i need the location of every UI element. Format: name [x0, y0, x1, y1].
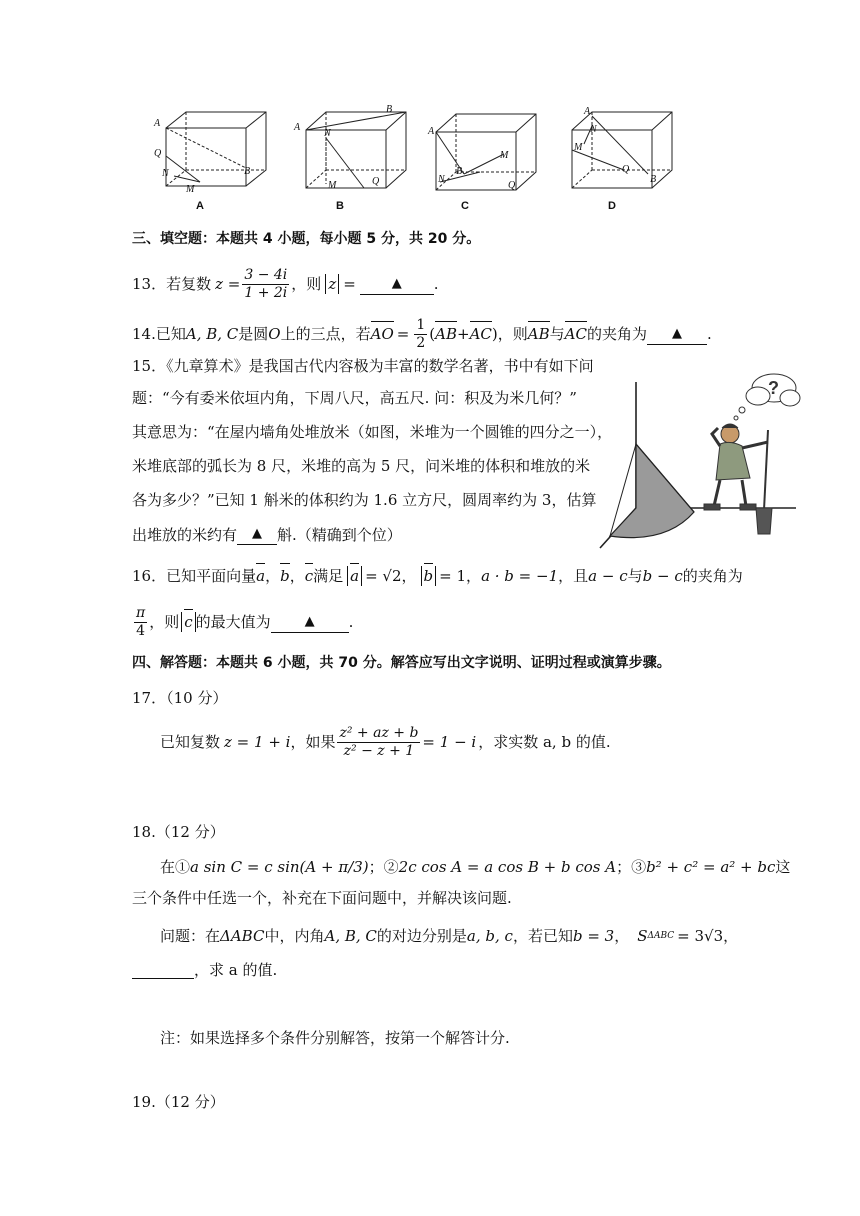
answer-blank-15: ▲	[237, 524, 277, 545]
question-16-line2: $\frac{\pi}{4}$ ，则 c 的最大值为 ▲ .	[136, 604, 354, 639]
cube-figure-c	[436, 114, 536, 190]
question-16-line1: 16． 已知平面向量 a ， b ， c 满足 a = √2 ， b = 1 ， a · b = −1 ，且 a − c 与 b − c 的夹角为	[132, 567, 743, 585]
farmer-figure-icon	[704, 424, 772, 534]
question-18-line1: 在① a sin C = c sin(A + π/3) ；② 2c cos A = a cos B + b cos A ；③ b² + c² = a² + bc 这	[160, 858, 791, 876]
question-18-label: 18.（12 分）	[132, 823, 225, 841]
cube-figure-b	[306, 112, 406, 188]
fig-label-c: C	[461, 200, 469, 212]
question-17-body: 已知复数 z = 1 + i ，如果 $\frac{\text{z² + az + b}}{\text{z² − z + 1}}$ = 1 − i ，求实数 a, b 的值.	[160, 724, 611, 759]
svg-text:?: ?	[768, 378, 779, 398]
question-13: 13． 若复数 z = $\frac{3 - 4i}{1 + 2i}$ ，则 z = ▲ .	[132, 266, 439, 301]
question-18-line2: 三个条件中任选一个，补充在下面问题中，并解决该问题.	[132, 889, 512, 907]
cube-figure-a	[166, 112, 266, 186]
question-18-note: 注：如果选择多个条件分别解答，按第一个解答计分.	[160, 1029, 510, 1047]
fig-label-a: A	[196, 200, 204, 212]
fig-label-d: D	[608, 200, 616, 212]
question-17-label: 17．（10 分）	[132, 689, 228, 707]
question-18-line4: ，求 a 的值.	[132, 960, 277, 980]
question-18-line3: 问题：在 ΔABC 中，内角 A, B, C 的对边分别是 a, b, c ，若已知 b = 3 ， S ΔABC = 3√3 ，	[160, 927, 739, 945]
section3-heading: 三、填空题：本题共 4 小题，每小题 5 分，共 20 分。	[132, 231, 481, 247]
question-19-label: 19.（12 分）	[132, 1093, 225, 1111]
answer-blank-16: ▲	[271, 612, 349, 633]
fig-label-b: B	[336, 200, 344, 212]
cube-figures	[140, 104, 680, 214]
rice-pile-illustration	[596, 368, 802, 552]
answer-blank-14: ▲	[647, 324, 707, 345]
answer-blank-13: ▲	[360, 274, 434, 295]
question-14: 14. 已知 A, B, C 是圆 O 上的三点，若 AO = $\frac{1}{2}$ ( AB + AC ) ，则 AB 与 AC 的夹角为 ▲ .	[132, 316, 712, 351]
condition-blank-18	[132, 962, 194, 979]
thought-cloud-icon	[734, 374, 800, 420]
cube-figure-d	[572, 112, 672, 188]
section4-heading: 四、解答题：本题共 6 小题，共 70 分。解答应写出文字说明、证明过程或演算步骤。	[132, 655, 671, 671]
